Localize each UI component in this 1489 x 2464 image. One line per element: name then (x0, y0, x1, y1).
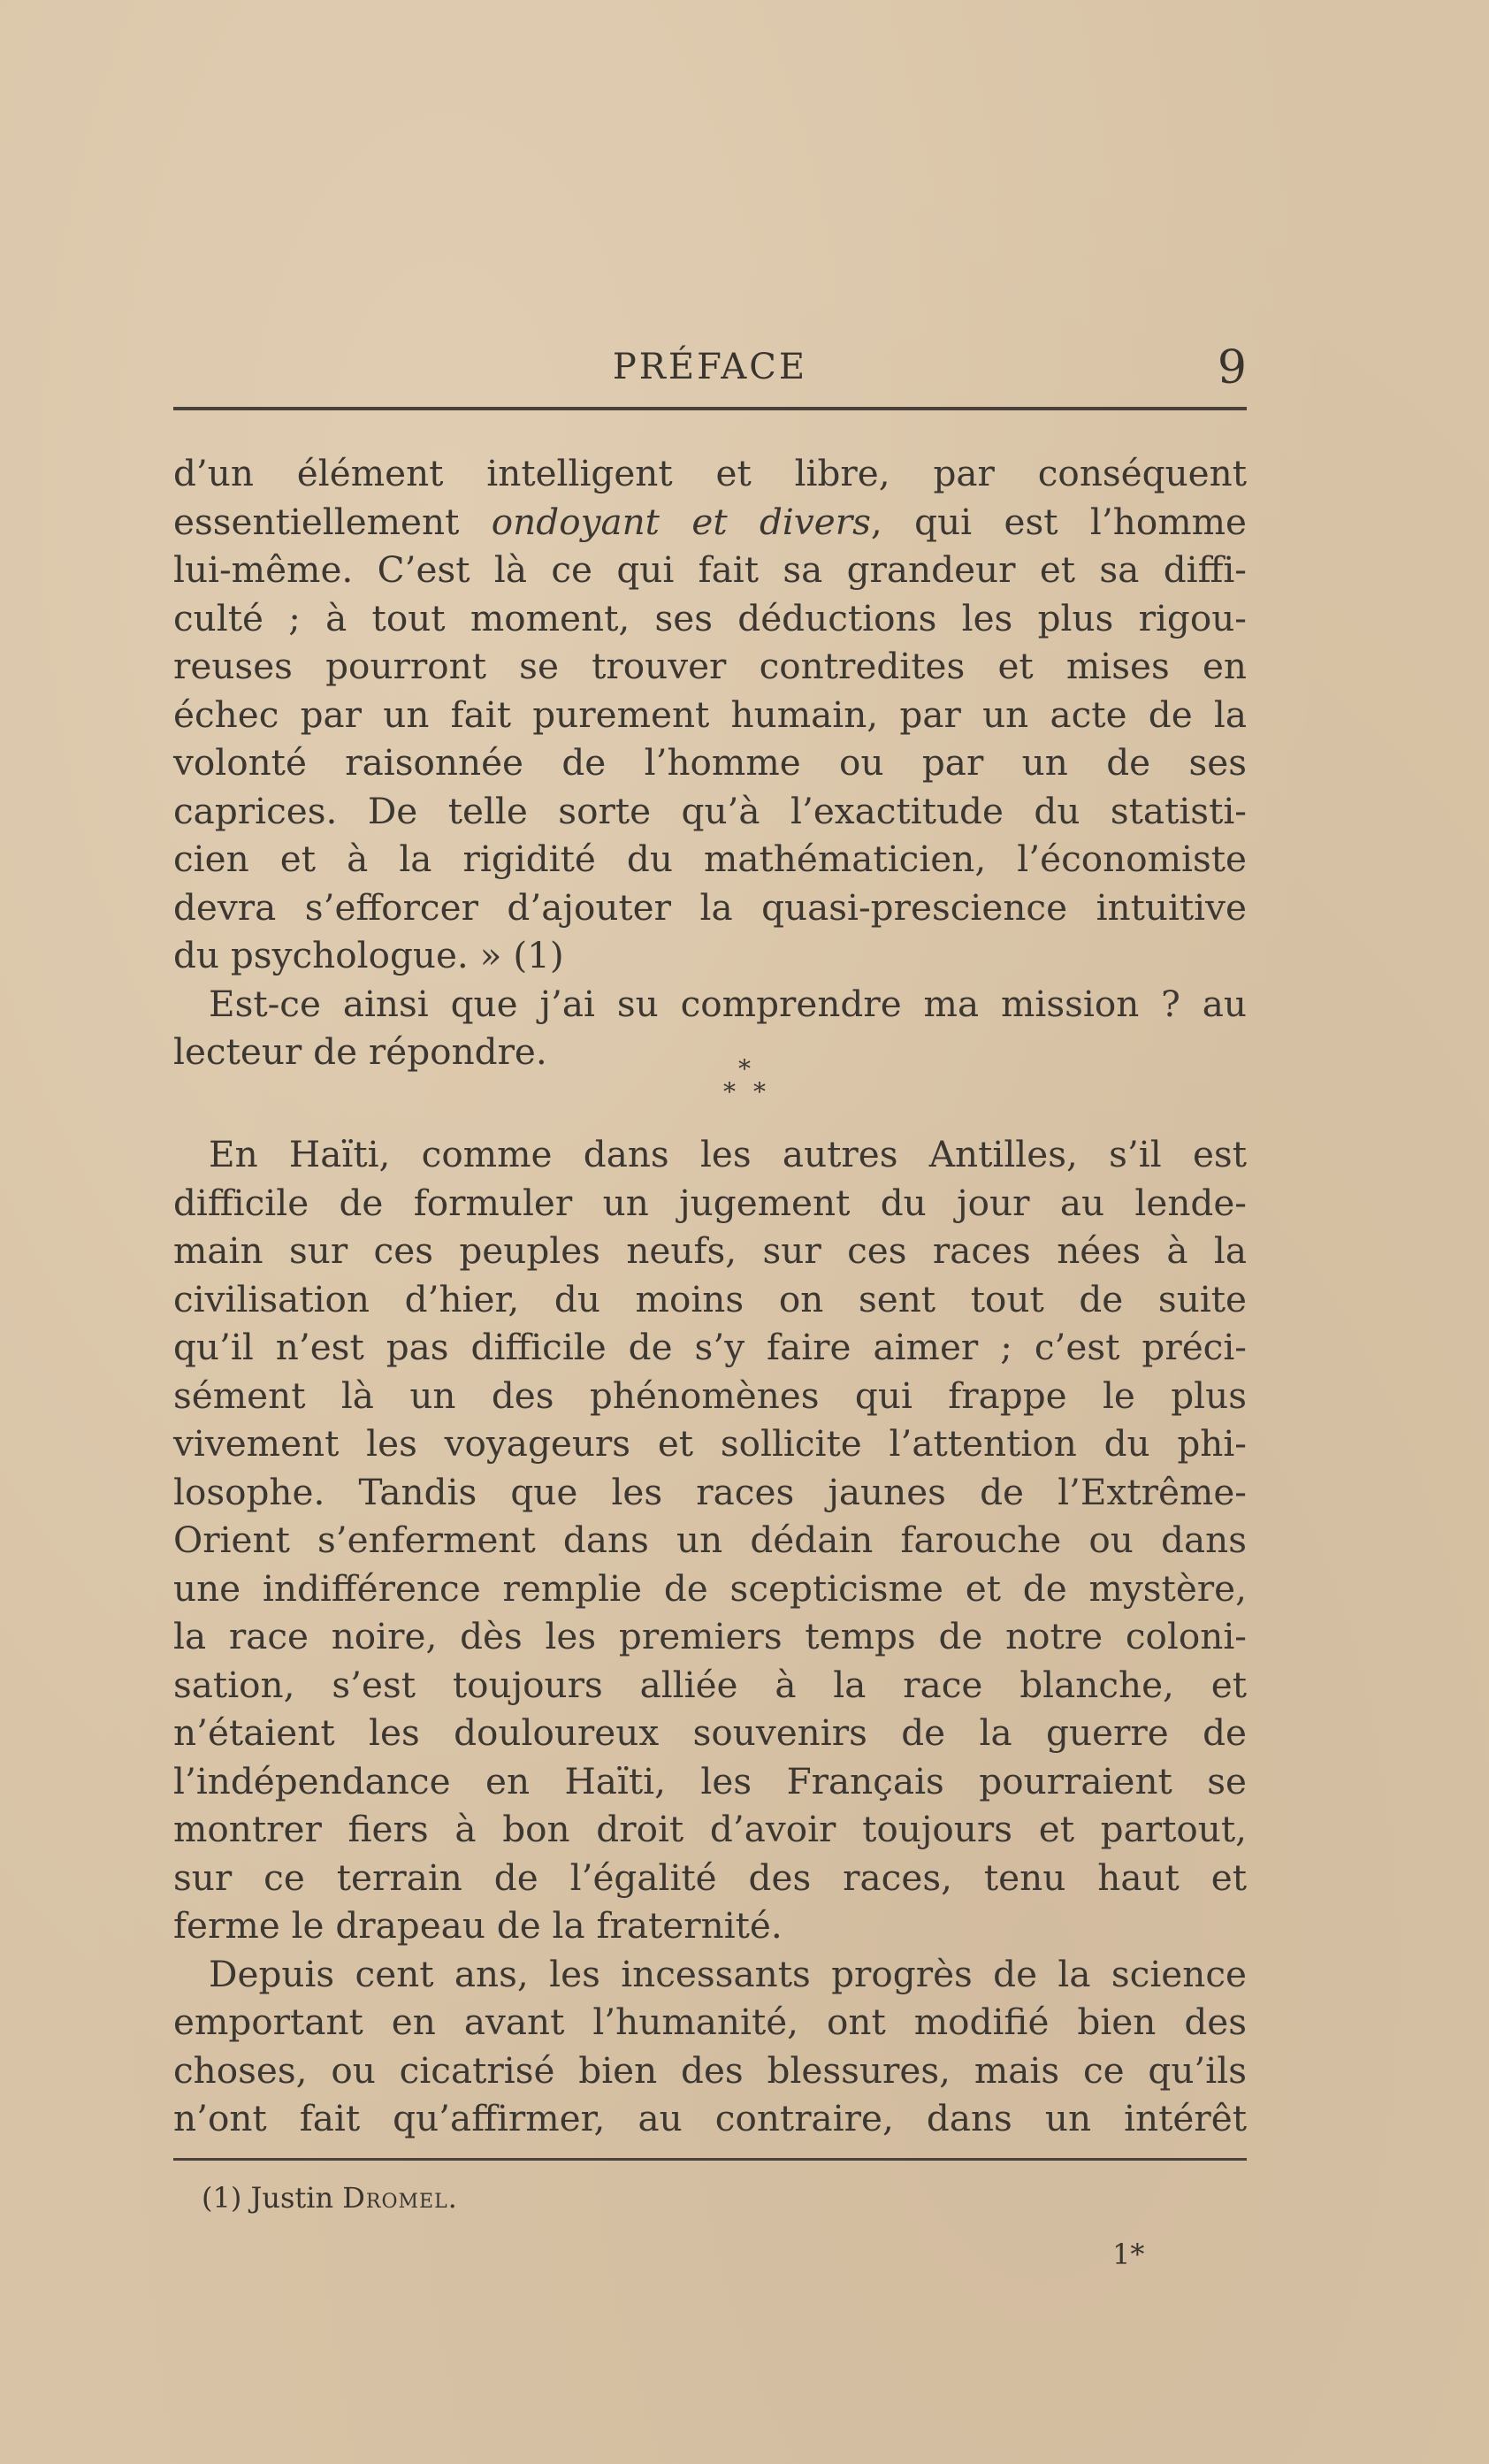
text-line: vivement les voyageurs et sollicite l’attention du phi- (173, 1422, 1247, 1465)
header-rule (173, 407, 1247, 410)
text-line: losophe. Tandis que les races jaunes de l’Extrême- (173, 1470, 1247, 1513)
text-line: cien et à la rigidité du mathématicien, l’économiste (173, 838, 1247, 880)
text-line: Orient s’enferment dans un dédain farouche ou dans (173, 1519, 1247, 1561)
text-line: montrer fiers à bon droit d’avoir toujours et partout, (173, 1808, 1247, 1850)
text-line: choses, ou cicatrisé bien des blessures, mais ce qu’ils (173, 2048, 1247, 2092)
text-line: Depuis cent ans, les incessants progrès de la science (209, 1952, 1247, 1995)
text-line: difficile de formuler un jugement du jour au lende- (173, 1181, 1247, 1224)
text-line: devra s’efforcer d’ajouter la quasi-prescience intuitive (173, 885, 1247, 929)
body-text-lower (173, 1130, 1247, 2143)
text-line: sation, s’est toujours alliée à la race blanche, et (173, 1663, 1247, 1706)
text-line: main sur ces peuples neufs, sur ces races nées à la (173, 1229, 1247, 1272)
text-line-mixed (173, 498, 1247, 547)
text-line: échec par un fait purement humain, par un acte de la (173, 693, 1247, 736)
footnote-marker: (1) Justin (202, 2181, 343, 2215)
text-line: ferme le drapeau de la fraternité. (173, 1904, 783, 1947)
text-line: civilisation d’hier, du moins on sent tout de suite (173, 1277, 1247, 1320)
text-line: sur ce terrain de l’égalité des races, tenu haut et (173, 1856, 1247, 1899)
asterism (0, 1054, 1489, 1129)
text-line: sément là un des phénomènes qui frappe le plus (173, 1374, 1247, 1417)
text-line: l’indépendance en Haïti, les Français pourraient se (173, 1759, 1247, 1802)
text-line: du psychologue. » (1) (173, 934, 564, 976)
text-line: d’un élément intelligent et libre, par conséquent (173, 452, 1247, 494)
text-line: volonté raisonnée de l’homme ou par un de ses (173, 741, 1247, 784)
italic-phrase: ondoyant et divers (491, 500, 871, 543)
asterism-top: * (738, 1054, 751, 1083)
running-title: PRÉFACE (612, 347, 808, 387)
text-segment: essentiellement (173, 500, 492, 543)
text-line: Est-ce ainsi que j’ai su comprendre ma mission ? au (209, 982, 1247, 1025)
asterism-bottom: ** (723, 1077, 783, 1106)
text-line: culté ; à tout moment, ses déductions les plus rigou- (173, 596, 1247, 639)
signature-mark: 1* (1112, 2238, 1145, 2271)
text-line: lui-même. C’est là ce qui fait sa grandeur et sa diffi- (173, 548, 1247, 591)
text-line: une indifférence remplie de scepticisme et de mystère, (173, 1566, 1247, 1610)
footnote (202, 2181, 458, 2215)
text-line: caprices. De telle sorte qu’à l’exactitude du statisti- (173, 789, 1247, 832)
text-line: la race noire, dès les premiers temps de notre coloni- (173, 1615, 1247, 1657)
footnote-author: Dromel. (342, 2181, 458, 2215)
text-line: emportant en avant l’humanité, ont modifié bien des (173, 2001, 1247, 2043)
page-number: 9 (1217, 341, 1247, 394)
text-line: reuses pourront se trouver contredites et mises en (173, 645, 1247, 687)
page-header (173, 341, 1247, 400)
text-line: n’ont fait qu’affirmer, au contraire, dans un intérêt (173, 2097, 1247, 2139)
footnote-rule (173, 2158, 1247, 2161)
body-text-upper (173, 449, 1247, 1076)
text-segment: , qui est l’homme (870, 500, 1247, 543)
text-line: qu’il n’est pas difficile de s’y faire aimer ; c’est préci- (173, 1326, 1247, 1368)
text-line: n’étaient les douloureux souvenirs de la guerre de (173, 1711, 1247, 1754)
text-line: En Haïti, comme dans les autres Antilles, s’il est (209, 1133, 1247, 1175)
text-line: lecteur de répondre. (173, 1030, 547, 1073)
